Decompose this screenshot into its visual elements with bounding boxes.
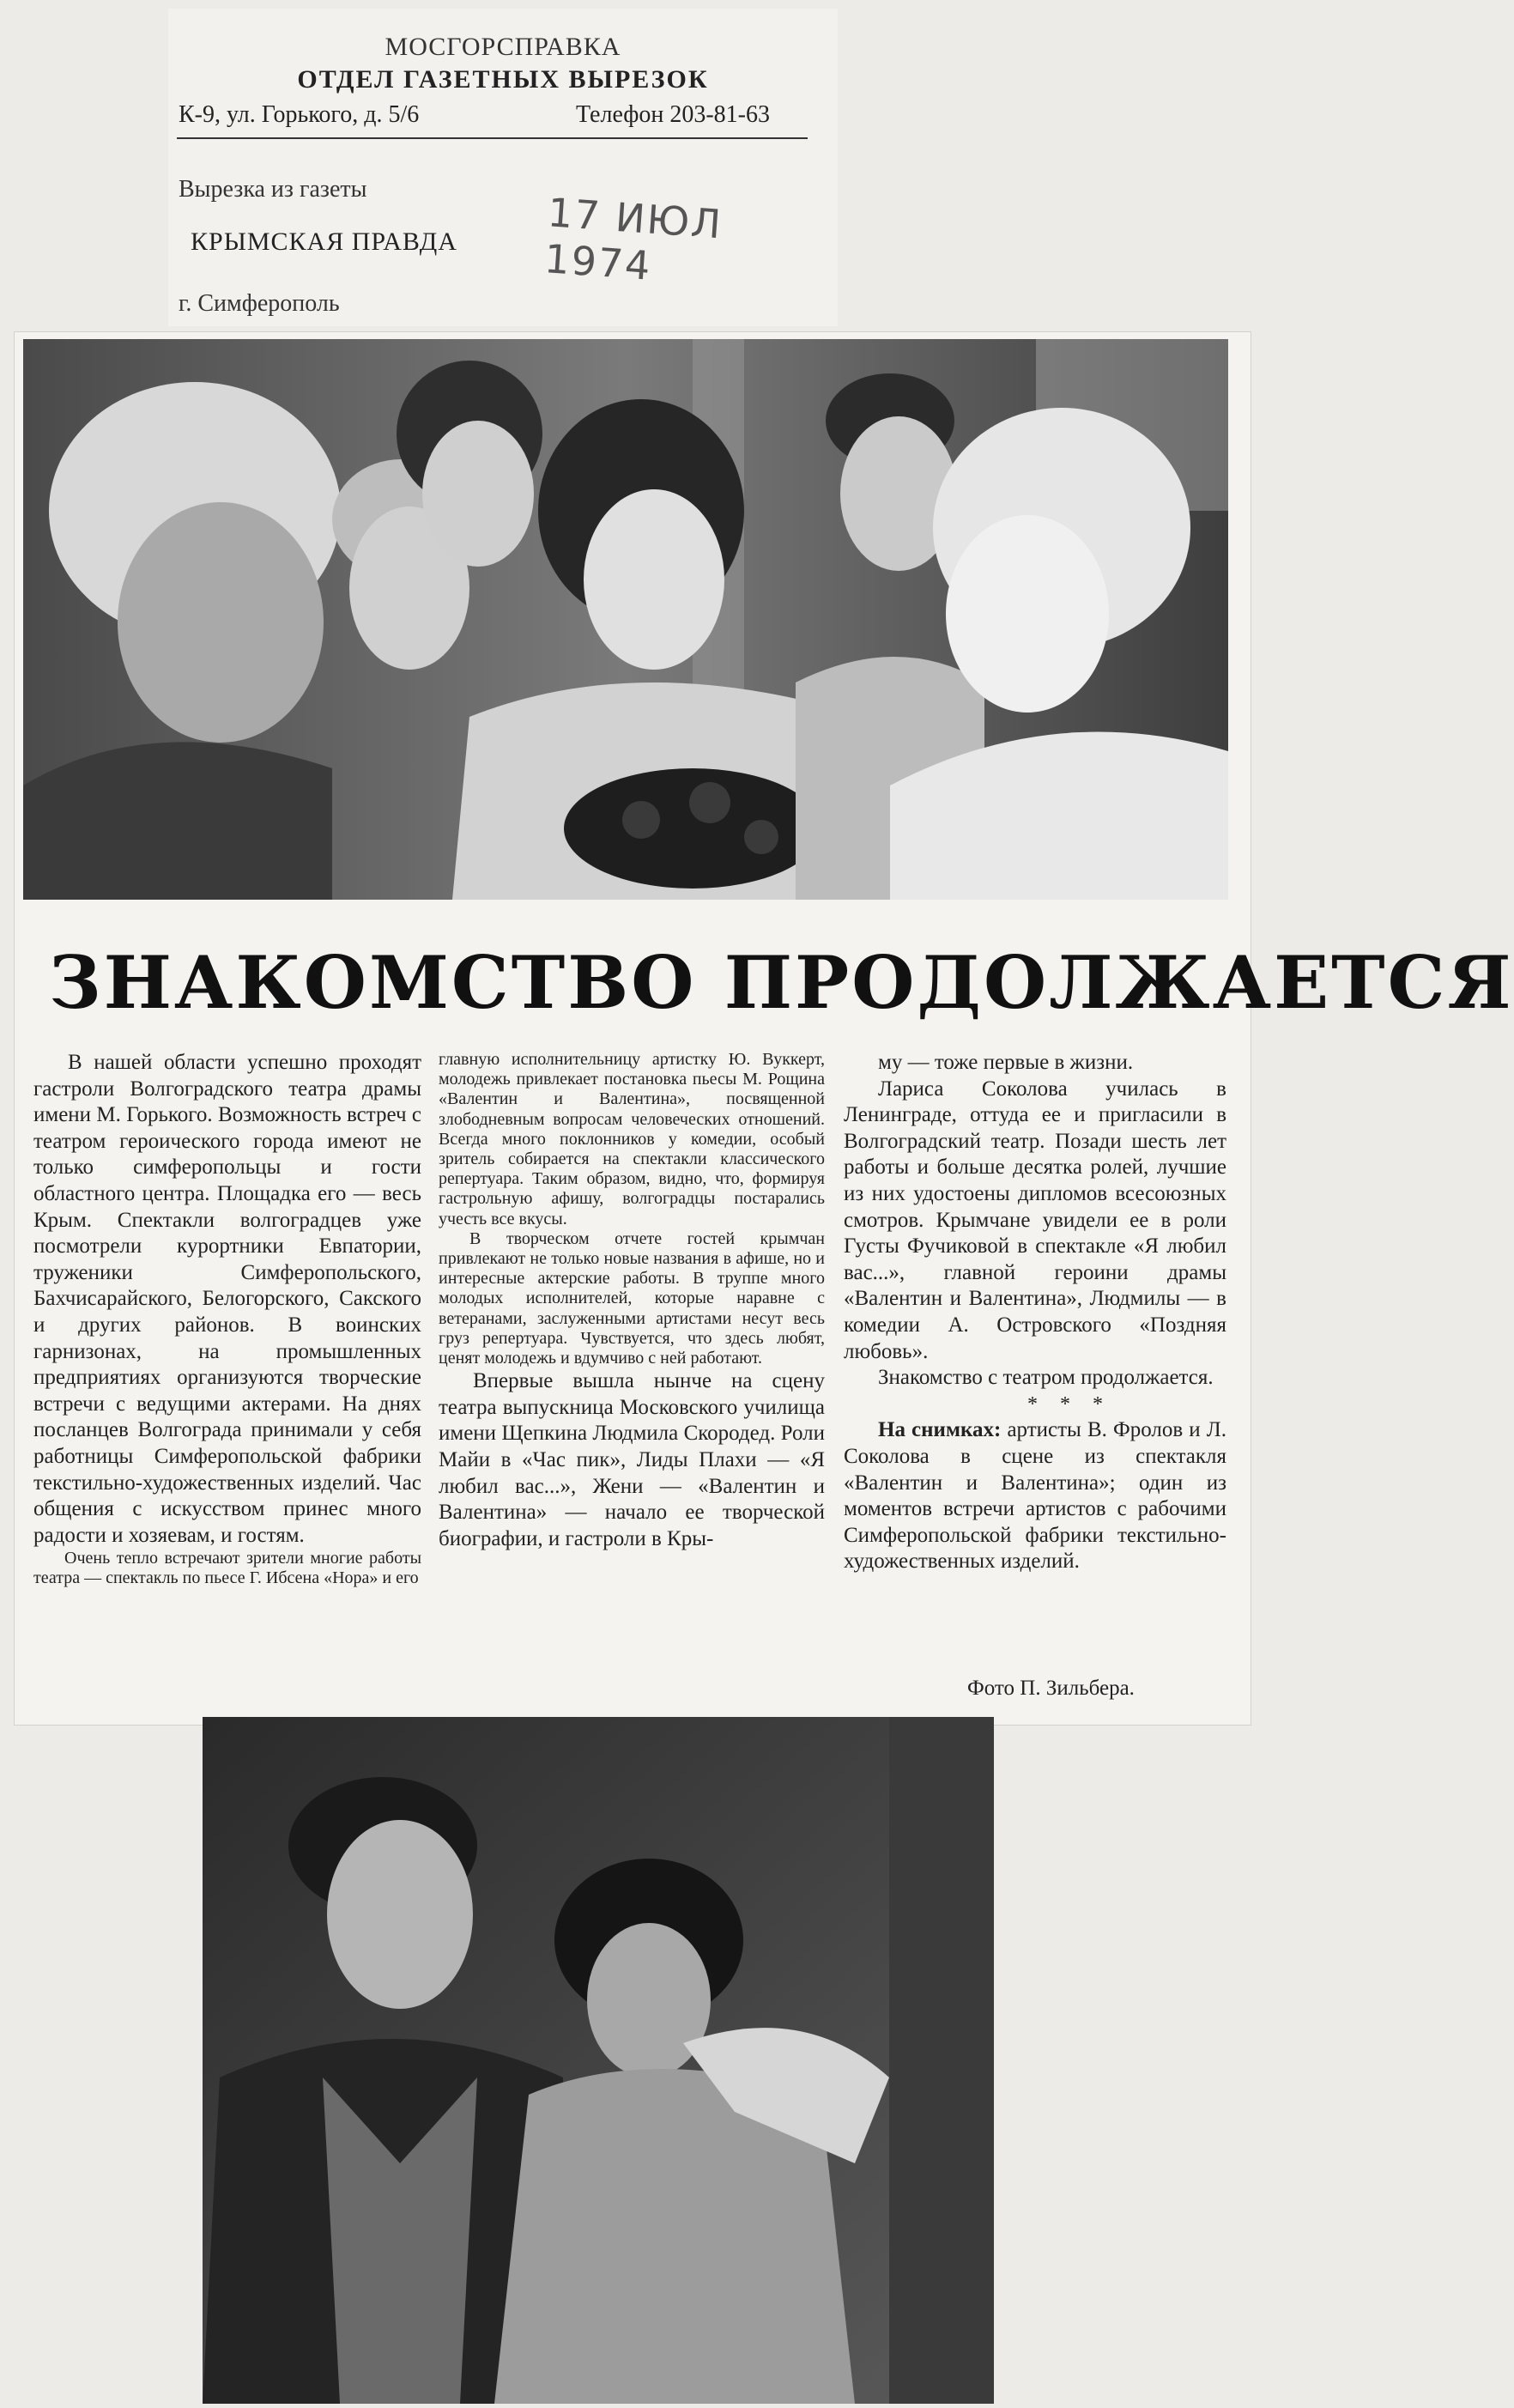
column-2-small-paragraph: главную исполнительницу артистку Ю. Вуккерт, молодежь привлекает постановка пьесы М. Рощина «Валентин и Валентина», посвященной злободневным вопросам человеческих отношений. Всегда много поклонников у комедии, особый зритель собирается на спектакли классического репертуара. Таким образом, видно, что, формируя гастрольную афишу, волгоградцы постарались учесть все вкусы.	[439, 1050, 825, 1228]
column-1-small-paragraph: Очень тепло встречают зрители многие работы театра — спектакль по пьесе Г. Ибсена «Нора» и его	[33, 1549, 421, 1588]
column-2-small-paragraph-2: В творческом отчете гостей крымчан привлекают не только новые названия в афише, но и интересные актерские работы. В труппе много молодых исполнителей, которые наравне с ветеранами, заслуженными артистами несут весь груз репертуара. Чувствуется, что здесь любят, ценят молодежь и вдумчиво с ней работают.	[439, 1228, 825, 1368]
stamp-address: К-9, ул. Горького, д. 5/6	[179, 101, 420, 128]
stamp-cut-label: Вырезка из газеты	[179, 176, 367, 203]
caption-label: На снимках:	[878, 1418, 1002, 1442]
photo-caption	[844, 1417, 1226, 1575]
stamp-agency: МОСГОРСПРАВКА	[385, 33, 621, 61]
photo-actors-scene	[203, 1717, 994, 2404]
clipping-stamp	[168, 9, 838, 326]
stamp-date: 17 ИЮЛ 1974	[542, 189, 724, 289]
column-3-paragraph-sokolova: Лариса Соколова училась в Ленинграде, оттуда ее и пригласили в Волгоградский театр. Позади шесть лет работы и больше десятка ролей, лучшие из них удостоены дипломов всесоюзных смотров. Крымчане увидели ее в роли Густы Фучиковой в спектакле «Я любил вас...», главной героини драмы «Валентин и Валентина», Людмилы — в комедии А. Островского «Поздняя любовь».	[844, 1077, 1226, 1363]
photo-meeting-image	[23, 339, 1228, 900]
stamp-phone: Телефон 203-81-63	[576, 101, 770, 128]
newspaper-clipping	[14, 331, 1514, 1726]
article-column-3	[844, 1050, 1226, 1575]
column-1-paragraph: В нашей области успешно проходят гастроли Волгоградского театра драмы имени М. Горького. Возможность встреч с театром героического города имеют не только симферопольцы и гости областного центра. Площадка его — весь Крым. Спектакли волгоградцев уже посмотрели курортники Евпатории, труженики Симферопольского, Бахчисарайского, Белогорского, Сакского и других районов. В воинских гарнизонах, на промышленных предприятиях организуются творческие встречи с ведущими актерами. На днях посланцев Волгограда принимали у себя работницы Симферопольской фабрики текстильно-художественных изделий. Час общения с искусством принес много радости и хозяевам, и гостям.	[33, 1051, 421, 1547]
stamp-divider	[177, 137, 808, 139]
article-column-1	[33, 1050, 421, 1589]
section-separator: * * *	[1027, 1392, 1111, 1416]
photo-meeting-with-workers	[23, 339, 1228, 900]
column-3-continuation: му — тоже первые в жизни.	[878, 1051, 1134, 1074]
photo-actors-image	[203, 1717, 994, 2404]
column-3-paragraph-closing: Знакомство с театром продолжается.	[878, 1366, 1214, 1390]
stamp-department: ОТДЕЛ ГАЗЕТНЫХ ВЫРЕЗОК	[297, 65, 709, 94]
photo-credit: Фото П. Зильбера.	[967, 1677, 1135, 1700]
column-2-paragraph: Впервые вышла нынче на сцену театра выпускница Московского училища имени Щепкина Людмила Скородед. Роли Майи в «Час пик», Лиды Плахи — «Я любил вас...», Жени — «Валентин и Валентина» — начало ее творческой биографии, и гастроли в Кры-	[439, 1369, 825, 1550]
article-column-2	[439, 1050, 825, 1552]
article-headline: ЗНАКОМСТВО ПРОДОЛЖАЕТСЯ	[49, 940, 1514, 1025]
stamp-city: г. Симферополь	[179, 290, 340, 317]
stamp-newspaper-name: КРЫМСКАЯ ПРАВДА	[191, 227, 457, 256]
caption-text: артисты В. Фролов и Л. Соколова в сцене из спектакля «Валентин и Валентина»; один из моментов встречи артистов с рабочими Симферопольской фабрики текстильно-художественных изделий.	[844, 1418, 1226, 1574]
